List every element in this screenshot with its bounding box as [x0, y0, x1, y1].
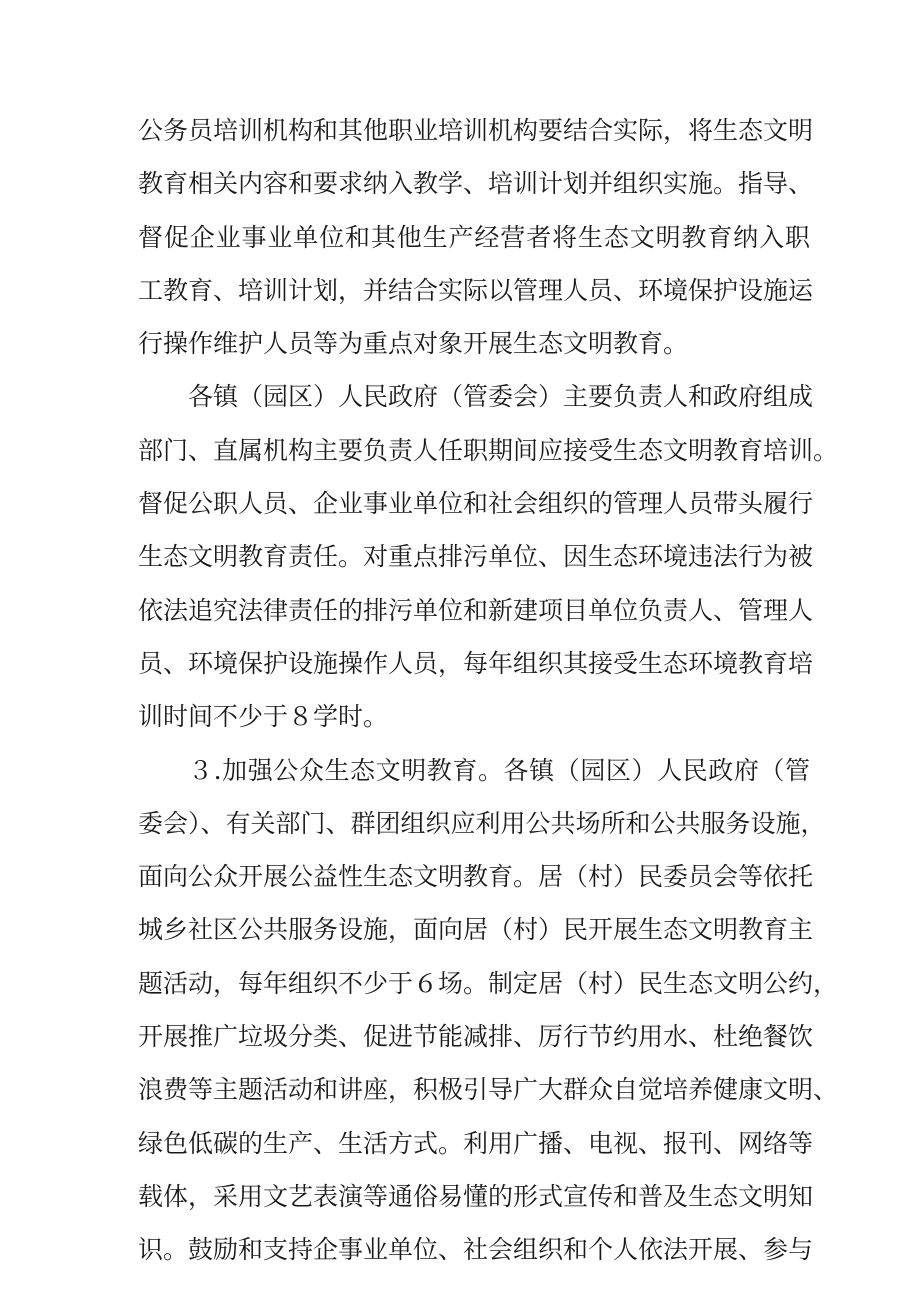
paragraph-2-line-4: 生态文明教育责任。对重点排污单位、因生态环境违法行为被: [138, 542, 814, 572]
document-body: [138, 104, 839, 1277]
paragraph-3-line-9: 载体，采用文艺表演等通俗易懂的形式宣传和普及生态文明知: [138, 1181, 814, 1211]
paragraph-3-line-2: 委会）、有关部门、群团组织应利用公共场所和公共服务设施，: [138, 808, 826, 838]
paragraph-2-line-6: 员、环境保护设施操作人员，每年组织其接受生态环境教育培: [138, 648, 814, 678]
paragraph-3-line-8: 绿色低碳的生产、生活方式。利用广播、电视、报刊、网络等: [138, 1128, 814, 1158]
paragraph-3-line-7: 浪费等主题活动和讲座，积极引导广大群众自觉培养健康文明、: [138, 1075, 839, 1105]
paragraph-3-line-5: 题活动，每年组织不少于６场。制定居（村）民生态文明公约，: [138, 968, 839, 998]
paragraph-3-line-3: 面向公众开展公益性生态文明教育。居（村）民委员会等依托: [138, 862, 814, 892]
paragraph-1-line-3: 督促企业事业单位和其他生产经营者将生态文明教育纳入职: [138, 222, 810, 252]
paragraph-2-line-1: 各镇（园区）人民政府（管委会）主要负责人和政府组成: [188, 382, 814, 412]
paragraph-2-line-5: 依法追究法律责任的排污单位和新建项目单位负责人、管理人: [138, 595, 814, 625]
paragraph-3-line-4: 城乡社区公共服务设施，面向居（村）民开展生态文明教育主: [138, 915, 814, 945]
paragraph-3-line-10: 识。鼓励和支持企事业单位、社会组织和个人依法开展、参与: [138, 1235, 814, 1265]
paragraph-3-line-6: 开展推广垃圾分类、促进节能减排、厉行节约用水、杜绝餐饮: [138, 1022, 814, 1052]
paragraph-2-line-7: 训时间不少于８学时。: [138, 702, 389, 732]
paragraph-2-line-3: 督促公职人员、企业事业单位和社会组织的管理人员带头履行: [138, 489, 814, 519]
paragraph-1-line-4: 工教育、培训计划，并结合实际以管理人员、环境保护设施运: [138, 275, 814, 305]
paragraph-1-line-1: 公务员培训机构和其他职业培训机构要结合实际，将生态文明: [138, 116, 814, 145]
paragraph-3-line-1: ３.加强公众生态文明教育。各镇（园区）人民政府（管: [188, 755, 810, 785]
paragraph-1-line-2: 教育相关内容和要求纳入教学、培训计划并组织实施。指导、: [138, 169, 814, 199]
paragraph-2-line-2: 部门、直属机构主要负责人任职期间应接受生态文明教育培训。: [138, 435, 839, 465]
paragraph-1-line-5: 行操作维护人员等为重点对象开展生态文明教育。: [138, 329, 689, 359]
